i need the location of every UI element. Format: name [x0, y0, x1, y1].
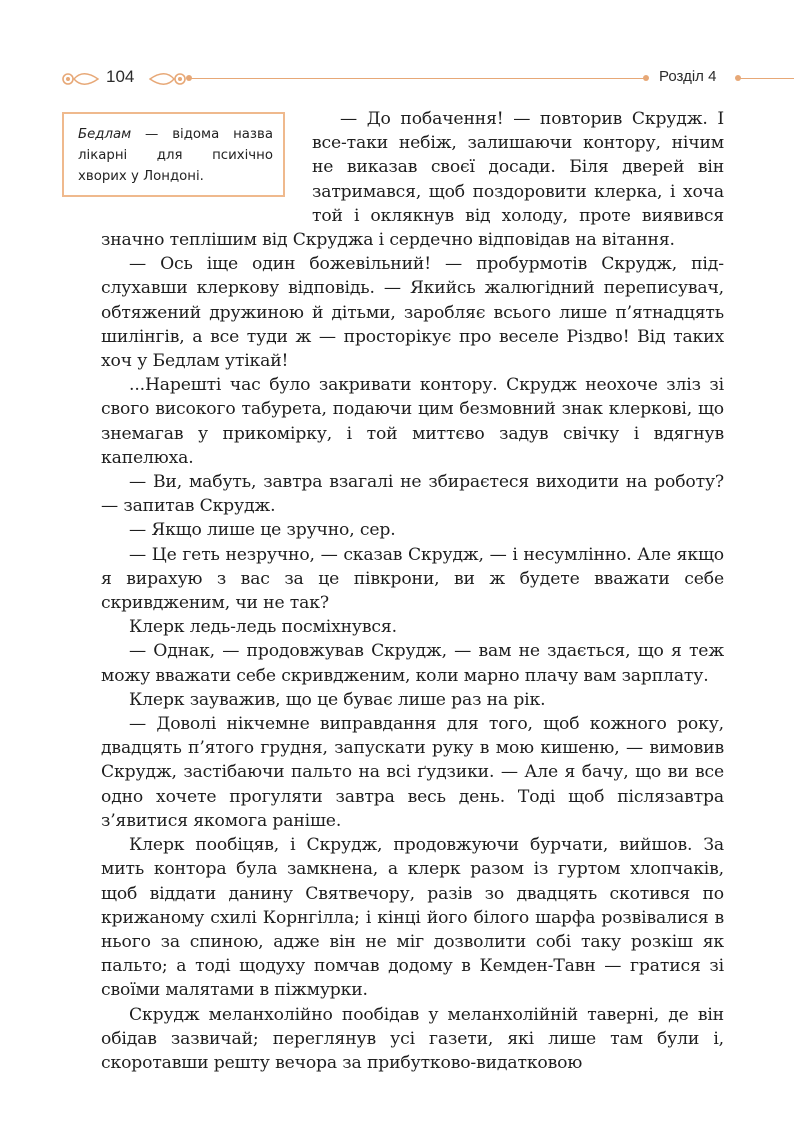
paragraph: Скрудж меланхолійно пообідав у меланхолійній таверні, де він обідав зазвичай; переглянув усі газети, які лише там були і, скоротавши решту вечора за прибутково-видатковою	[101, 1004, 724, 1073]
paragraph: ...Нарешті час було закривати контору. Скрудж неохоче зліз зі свого високого табурета, подаючи цим безмовний знак клеркові, що знемагав у прикомірку, і той миттєво задув свічку і вдягнув капелюха.	[101, 375, 724, 468]
left-ornament-icon	[60, 70, 100, 88]
chapter-label: Розділ 4	[659, 68, 717, 85]
paragraph: Клерк пообіцяв, і Скрудж, продовжуючи бурчати, вийшов. За мить контора була замкнена, а клерк разом із гуртом хлопчаків, щоб віддати данину Святвечору, разів зо двадцять скотився по крижаному схилі Корнгілла; і кінці його білого шарфа розвівалися в нього за спиною, адже він не міг дозволити собі таку розкіш як пальто; а тоді щодуху помчав додому в Кемден-Тавн — гратися зі своїми малятами в піжмурки.	[101, 835, 724, 1001]
header-rule-dot	[643, 75, 649, 81]
header-rule	[190, 78, 647, 79]
page-number: 104	[106, 67, 135, 86]
glossary-definition: — відома назва лікарні для психічно хворих у Лондоні.	[78, 127, 273, 184]
paragraph: Клерк ледь-ледь посміхнувся.	[129, 617, 397, 638]
paragraph: — Ось іще один божевільний! — пробурмотів Скрудж, підслухавши клеркову відповідь. — Якийсь жалюгідний переписувач, обтяжений дружиною й дітьми, заробляє всього лише п’ятнадцять шилінгів, а все туди ж — просторікує про веселе Різдво! Від таких хоч у Бедлам утікай!	[101, 254, 724, 372]
note-wrap-space	[101, 107, 312, 228]
body-text	[101, 107, 724, 1075]
paragraph: — Ви, мабуть, завтра взагалі не збираєтеся виходити на роботу? — запитав Скрудж.	[101, 472, 724, 517]
paragraph: Клерк зауважив, що це буває лише раз на рік.	[129, 689, 546, 710]
running-header	[0, 66, 794, 92]
paragraph: — До побачення! — повторив Скрудж. І все-таки небіж, залишаючи контору, нічим не виказав своєї досади. Біля дверей він затримався, щоб поздоровити клерка, і хоча той і оклякнув від холоду, проте виявився значно теплішим від Скруджа і сердечно відповідав на вітання.	[101, 109, 724, 251]
paragraph: — Це геть незручно, — сказав Скрудж, — і несумлінно. Але якщо я вирахую з вас за це півкрони, ви ж будете вважати себе скривдженим, чи не так?	[101, 544, 724, 614]
paragraph: — Однак, — продовжував Скрудж, — вам не здається, що я теж можу вважати себе скривдженим, коли марно плачу вам зарплату.	[101, 641, 724, 686]
paragraph: — Доволі нікчемне виправдання для того, щоб кожного року, двадцять п’ятого грудня, запускати руку в мою кишеню, — вимовив Скрудж, застібаючи пальто на всі ґудзики. — Але я бачу, що ви все одно хочете прогуляти завтра весь день. Тоді щоб післязавтра з’явитися якомога раніше.	[101, 714, 724, 831]
right-ornament-icon	[148, 70, 188, 88]
paragraph: — Якщо лише це зручно, сер.	[129, 520, 396, 541]
glossary-term: Бедлам	[78, 127, 132, 142]
header-rule	[737, 78, 794, 79]
